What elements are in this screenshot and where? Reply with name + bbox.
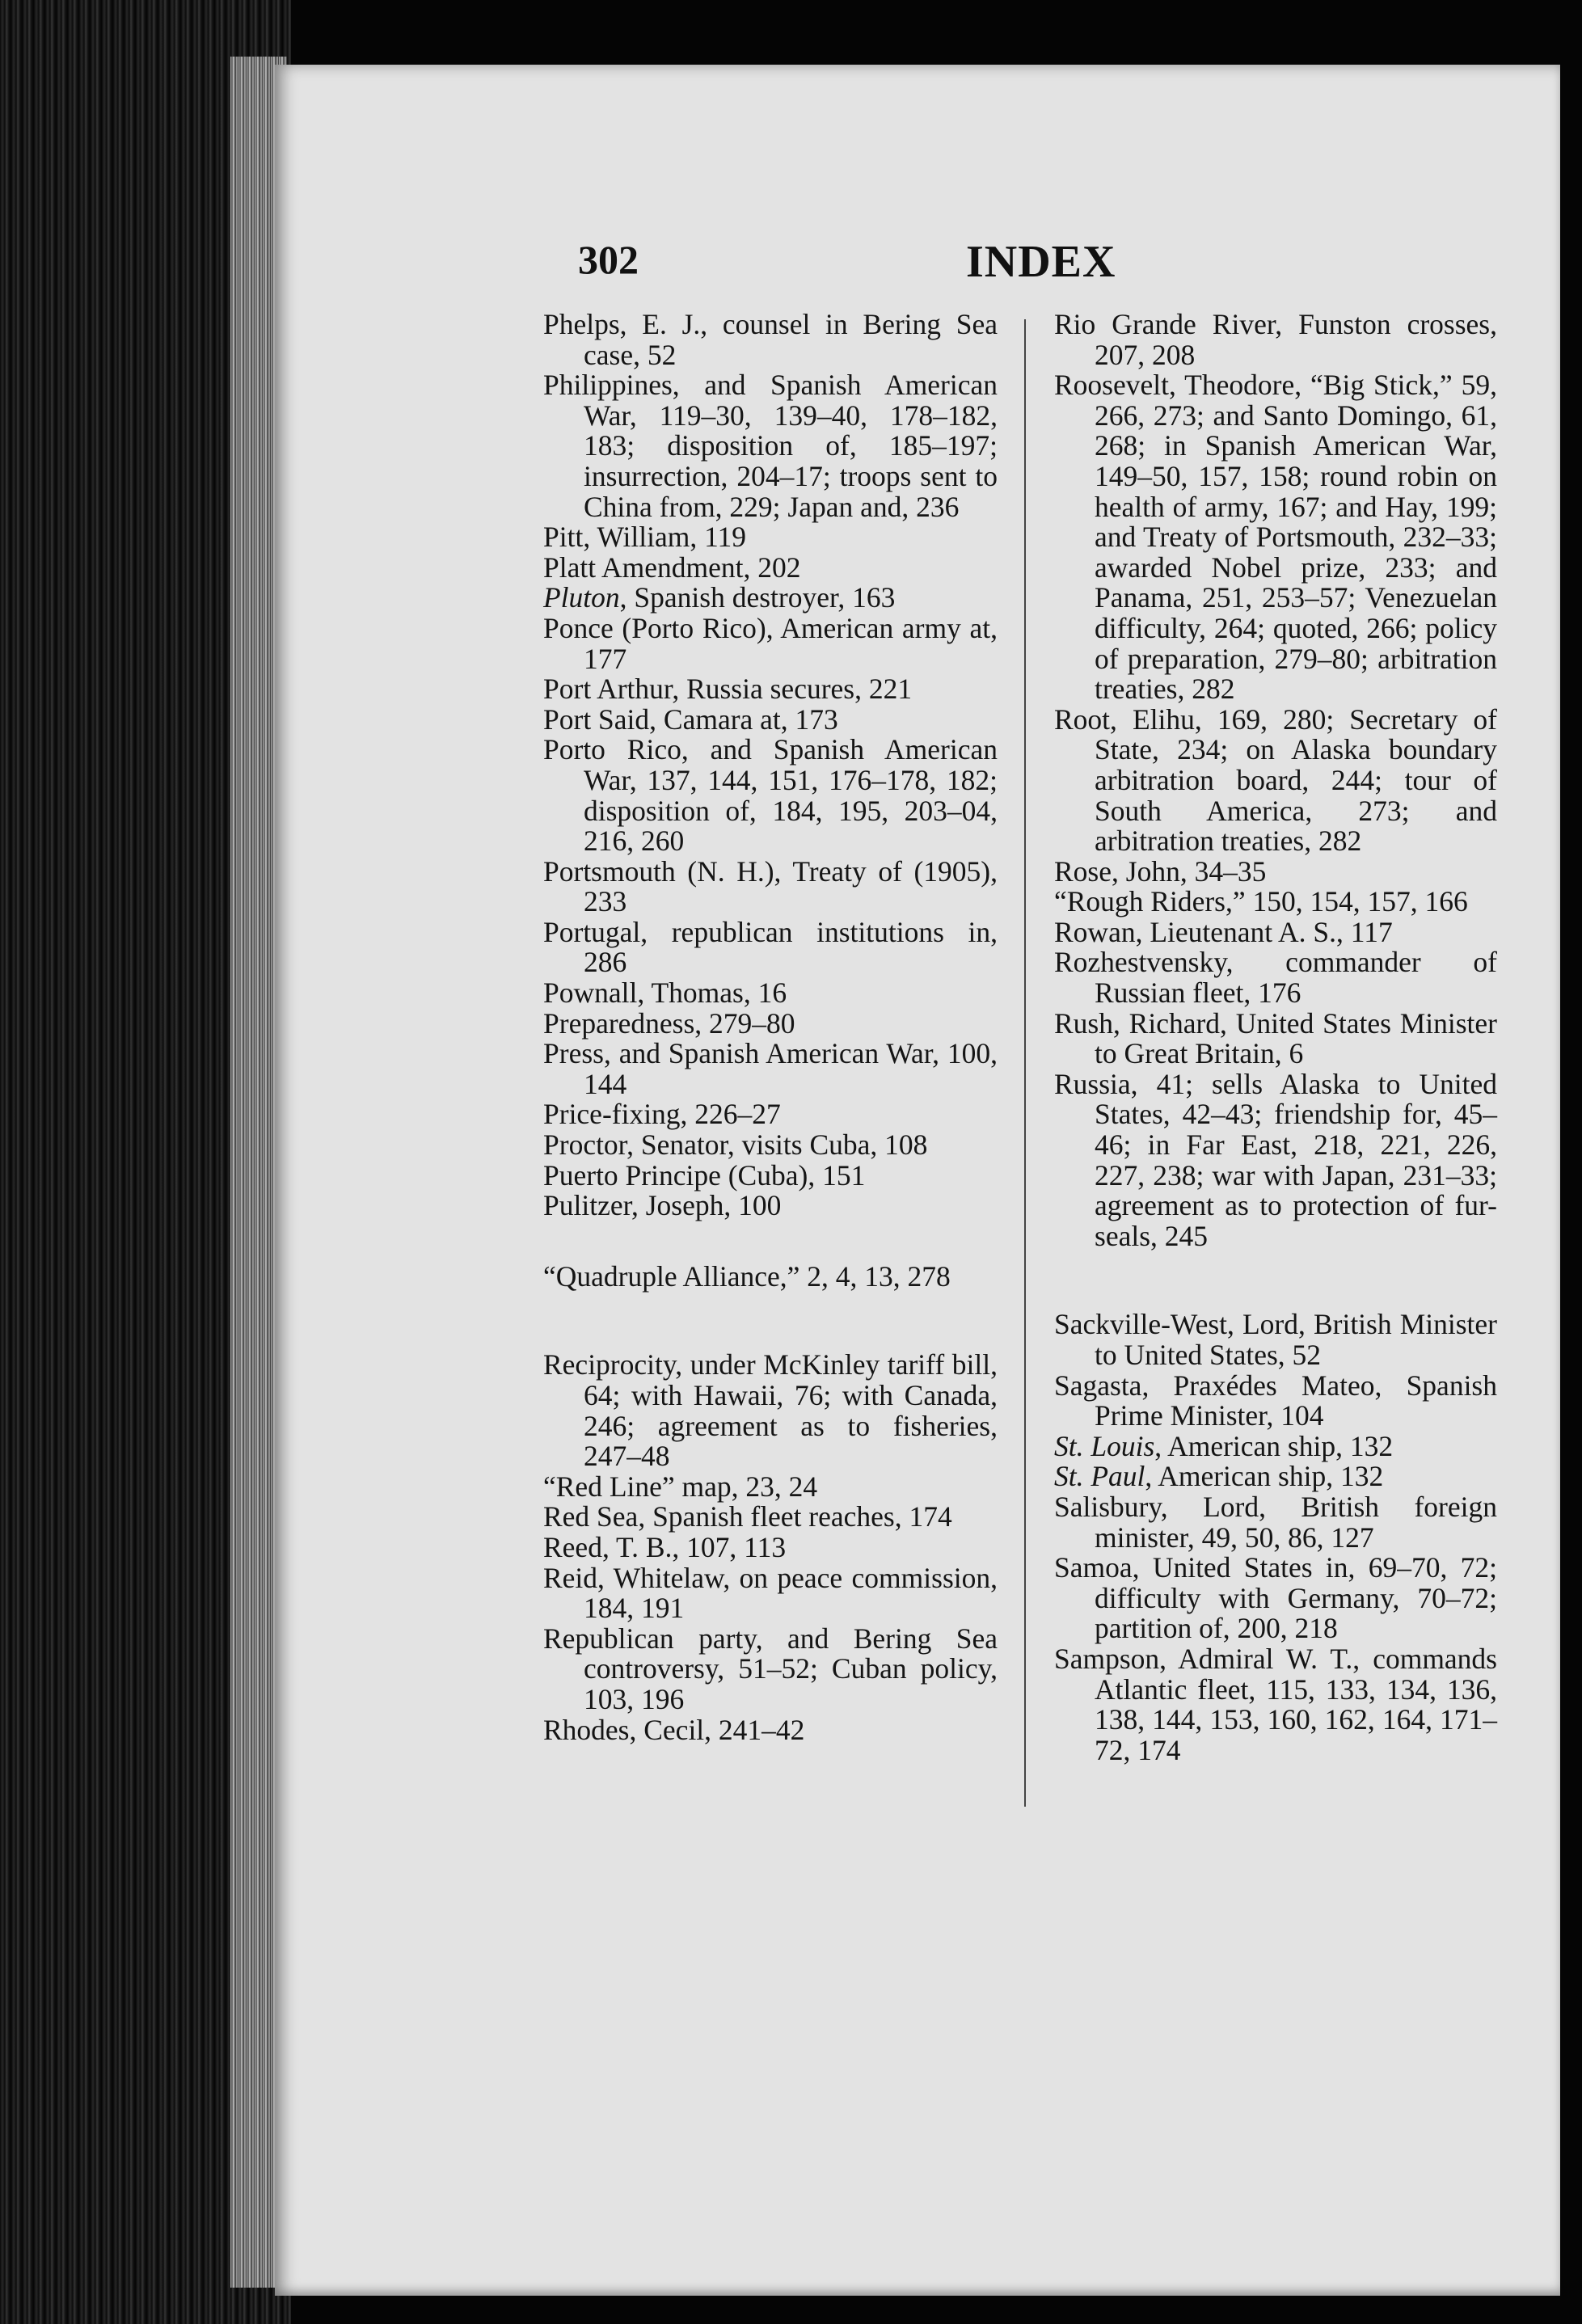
index-entry (543, 310, 998, 370)
index-entry-text: Portugal, republican institutions in, 286 (543, 915, 998, 979)
index-entry-text: Rush, Richard, United States Minister to Great Britain, 6 (1054, 1006, 1497, 1070)
index-entry-text: Rio Grande River, Funston crosses, 207, 208 (1054, 308, 1497, 371)
index-entry (1054, 947, 1497, 1008)
index-column-left (543, 310, 998, 1745)
index-entry (543, 917, 998, 978)
index-entry (543, 1502, 998, 1533)
index-entry-text: , American ship, 132 (1154, 1429, 1394, 1462)
index-entry (1054, 1553, 1497, 1644)
index-entry-text: “Red Line” map, 23, 24 (543, 1470, 818, 1503)
page-title: INDEX (966, 237, 1116, 287)
index-entry-text: Preparedness, 279–80 (543, 1006, 795, 1040)
index-entry-text: Port Arthur, Russia secures, 221 (543, 673, 913, 706)
index-entry-text: Reciprocity, under McKinley tariff bill, 64; with Hawaii, 76; with Canada, 246; agreement as to fisheries, 247–48 (543, 1348, 998, 1473)
index-entry-text: Root, Elihu, 169, 280; Secretary of State, 234; on Alaska boundary arbitration board, 244; tour of South America, 273; and arbitration treaties, 282 (1054, 702, 1497, 858)
index-entry-text: Rose, John, 34–35 (1054, 854, 1267, 888)
index-entry-text: “Rough Riders,” 150, 154, 157, 166 (1054, 885, 1468, 918)
index-entry-text: Rozhestvensky, commander of Russian fleet, 176 (1054, 946, 1497, 1010)
index-entry (543, 978, 998, 1009)
index-entry-text: Rowan, Lieutenant A. S., 117 (1054, 915, 1393, 948)
index-entry-text: Salisbury, Lord, British foreign minister, 49, 50, 86, 127 (1054, 1490, 1497, 1554)
index-entry-text: Proctor, Senator, visits Cuba, 108 (543, 1128, 928, 1162)
index-entry-text: , Spanish destroyer, 163 (619, 581, 896, 614)
index-entry-text: Porto Rico, and Spanish American War, 137, 144, 151, 176–178, 182; disposition of, 184, 195, 203–04, 216, 260 (543, 733, 998, 858)
index-entry (1054, 1310, 1497, 1370)
index-entry-text: Philippines, and Spanish American War, 119–30, 139–40, 178–182, 183; disposition of, 185–197; insurrection, 204–17; troops sent to China from, 229; Japan and, 236 (543, 369, 998, 523)
index-entry (543, 1191, 998, 1221)
index-entry (1054, 370, 1497, 705)
index-entry (543, 674, 998, 705)
index-entry-text: Ponce (Porto Rico), American army at, 177 (543, 611, 998, 675)
index-entry-text: , American ship, 132 (1145, 1460, 1384, 1493)
index-entry (543, 1039, 998, 1099)
index-entry-text: Phelps, E. J., counsel in Bering Sea case, 52 (543, 308, 998, 371)
index-entry (1054, 917, 1497, 948)
index-entry (1054, 702, 1497, 858)
index-entry-text: Samoa, United States in, 69–70, 72; difficulty with Germany, 70–72; partition of, 200, 218 (1054, 1551, 1497, 1645)
index-entry-text: Port Said, Camara at, 173 (543, 702, 838, 736)
index-entry-text: Pownall, Thomas, 16 (543, 976, 787, 1010)
index-entry-italic-term: St. Paul (1054, 1460, 1145, 1493)
index-entry-text: Sagasta, Praxédes Mateo, Spanish Prime Minister, 104 (1054, 1369, 1497, 1432)
index-entry-text: Pitt, William, 119 (543, 521, 747, 554)
index-entry-text: Reed, T. B., 107, 113 (543, 1530, 787, 1563)
index-entry (543, 1006, 998, 1040)
index-entry (543, 1472, 998, 1503)
index-entry-text: Platt Amendment, 202 (543, 550, 801, 584)
index-entry-text: Press, and Spanish American War, 100, 144 (543, 1037, 998, 1100)
index-entry (543, 1350, 998, 1471)
index-entry-text: Roosevelt, Theodore, “Big Stick,” 59, 266, 273; and Santo Domingo, 61, 268; in Spanish American War, 149–50, 157, 158; round robin on health of army, 167; and Hay, 199; and Treaty of Portsmouth, 232–33; awarded Nobel prize, 233; and Panama, 251, 253–57; Venezuelan difficulty, 264; quoted, 266; policy of preparation, 279–80; arbitration treaties, 282 (1054, 369, 1497, 706)
index-entry-text: Sackville-West, Lord, British Minister to United States, 52 (1054, 1308, 1497, 1371)
index-entry (1054, 1429, 1497, 1462)
index-entry (1054, 1371, 1497, 1432)
index-entry-text: Russia, 41; sells Alaska to United States, 42–43; friendship for, 45–46; in Far East, 218, 221, 226, 227, 238; war with Japan, 231–33; agreement as to protection of fur-seals, 245 (1054, 1067, 1497, 1252)
index-entry-italic-term: Pluton (543, 581, 620, 614)
index-entry (543, 1158, 998, 1192)
index-entry (543, 370, 998, 522)
column-divider (1024, 319, 1026, 1807)
index-entry (1054, 1492, 1497, 1553)
index-entry (543, 735, 998, 856)
index-entry (543, 1099, 998, 1130)
index-entry (543, 611, 998, 675)
index-entry (543, 702, 998, 736)
index-entry-text: Portsmouth (N. H.), Treaty of (1905), 233 (543, 854, 998, 918)
index-entry (1054, 1006, 1497, 1070)
index-entry-text: Reid, Whitelaw, on peace commission, 184, 191 (543, 1561, 998, 1625)
index-entry-text: Red Sea, Spanish fleet reaches, 174 (543, 1500, 952, 1533)
index-column-right (1054, 310, 1497, 1765)
index-entry (543, 550, 998, 584)
index-entry-text: “Quadruple Alliance,” 2, 4, 13, 278 (543, 1259, 951, 1293)
index-entry (1054, 1069, 1497, 1252)
index-entry (543, 1563, 998, 1624)
index-entry (1054, 1461, 1497, 1492)
index-entry (1054, 1644, 1497, 1765)
index-entry (543, 1530, 998, 1563)
index-entry (543, 1624, 998, 1715)
index-entry-text: Sampson, Admiral W. T., commands Atlantic fleet, 115, 133, 134, 136, 138, 144, 153, 160, 162, 164, 171–72, 174 (1054, 1642, 1497, 1766)
index-entry (1054, 310, 1497, 370)
index-entry-text: Pulitzer, Joseph, 100 (543, 1189, 782, 1222)
index-entry (543, 854, 998, 918)
index-entry (543, 1715, 998, 1746)
page-number: 302 (578, 237, 639, 282)
index-entry (1054, 887, 1497, 917)
index-entry-italic-term: St. Louis (1054, 1429, 1155, 1462)
index-entry (543, 1259, 998, 1293)
index-entry-text: Republican party, and Bering Sea controversy, 51–52; Cuban policy, 103, 196 (543, 1622, 998, 1715)
index-entry-text: Puerto Principe (Cuba), 151 (543, 1158, 866, 1192)
index-entry (543, 583, 998, 614)
index-entry-text: Rhodes, Cecil, 241–42 (543, 1713, 805, 1746)
index-entry (1054, 854, 1497, 888)
index-entry (543, 522, 998, 553)
index-entry-text: Price-fixing, 226–27 (543, 1098, 781, 1131)
index-entry (543, 1130, 998, 1161)
